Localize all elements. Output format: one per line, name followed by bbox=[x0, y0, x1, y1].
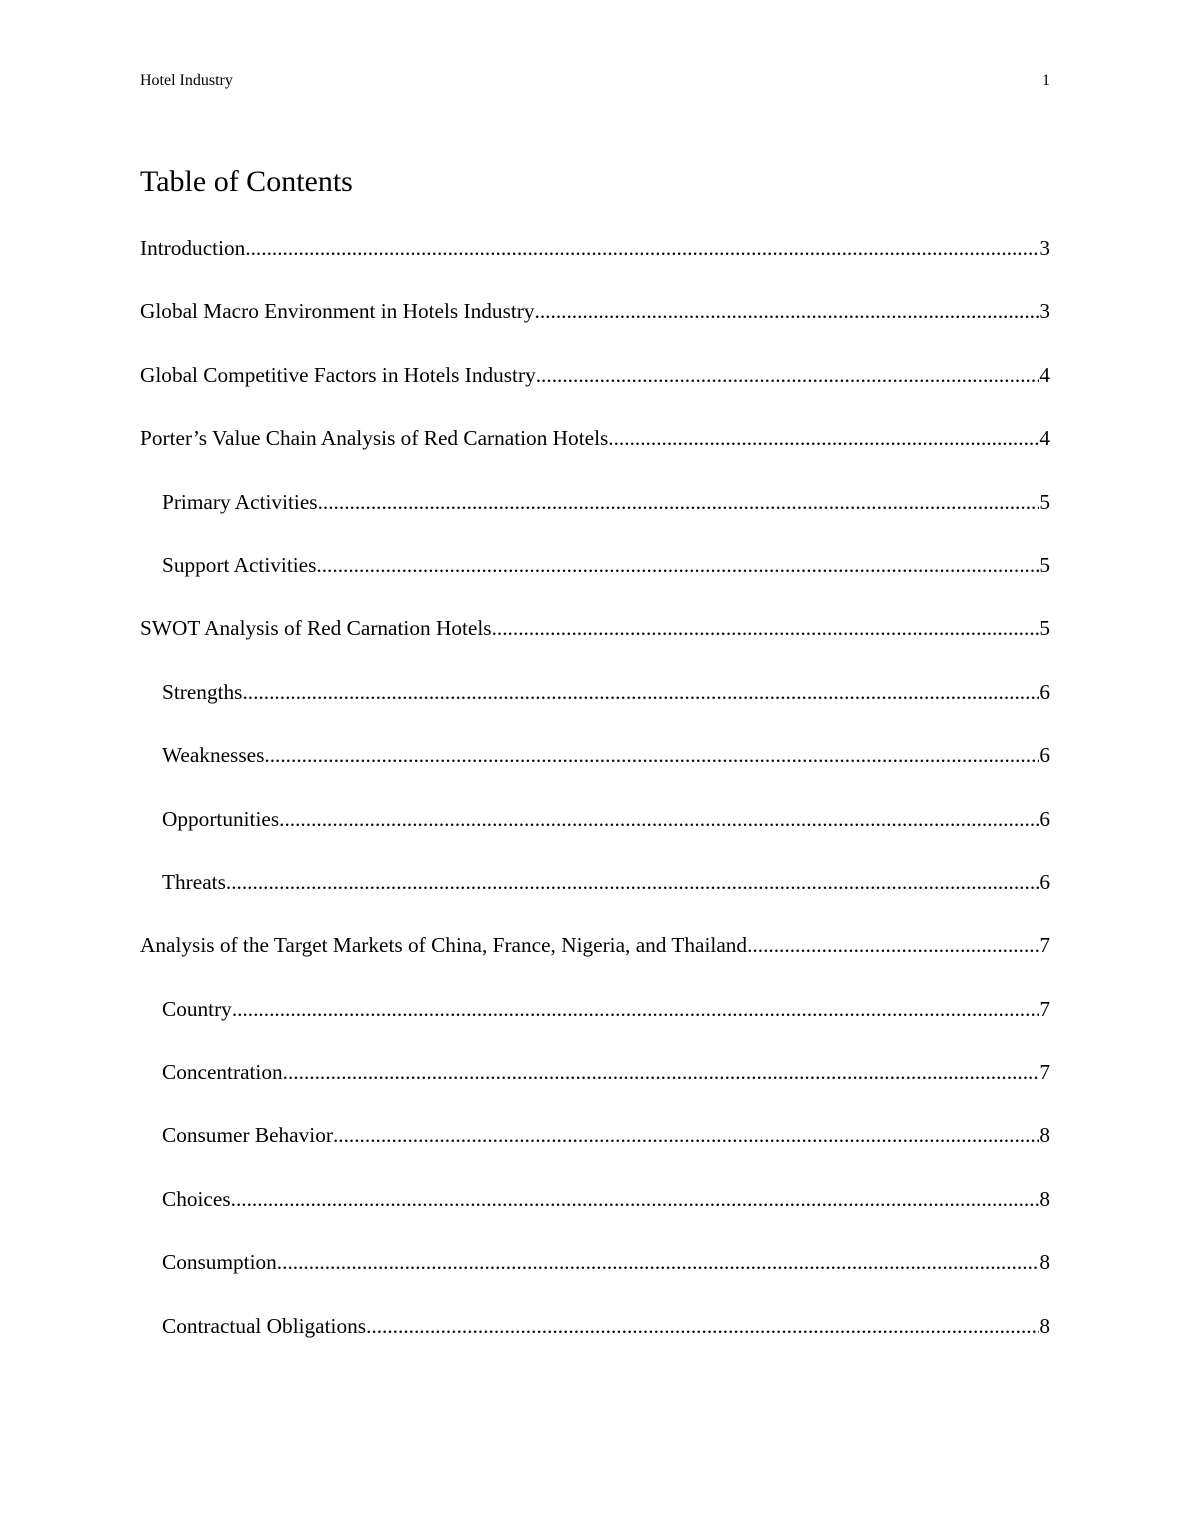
toc-entry-opportunities[interactable] bbox=[140, 803, 1050, 866]
toc-entry-porters-value-chain[interactable] bbox=[140, 422, 1050, 485]
toc-entry-consumer-behavior[interactable] bbox=[140, 1119, 1050, 1182]
toc-entry-label: SWOT Analysis of Red Carnation Hotels bbox=[140, 616, 492, 641]
toc-entry-global-macro-environment[interactable] bbox=[140, 295, 1050, 358]
toc-entry-consumption[interactable] bbox=[140, 1246, 1050, 1309]
dot-leader bbox=[333, 1119, 1039, 1151]
dot-leader bbox=[232, 993, 1040, 1025]
dot-leader bbox=[608, 422, 1039, 454]
dot-leader bbox=[535, 295, 1040, 327]
toc-entry-page: 8 bbox=[1039, 1123, 1050, 1148]
toc-entry-label: Introduction bbox=[140, 236, 246, 260]
toc-entry-global-competitive-factors[interactable] bbox=[140, 359, 1050, 422]
toc-entry-label: Consumer Behavior bbox=[162, 1123, 333, 1148]
dot-leader bbox=[245, 232, 1039, 264]
toc-entry-label: Porter’s Value Chain Analysis of Red Carnation Hotels bbox=[140, 426, 609, 451]
toc-entry-page: 6 bbox=[1039, 806, 1050, 831]
dot-leader bbox=[242, 676, 1039, 708]
dot-leader bbox=[366, 1310, 1039, 1342]
toc-entry-introduction[interactable] bbox=[140, 232, 1050, 295]
toc-entry-page: 6 bbox=[1039, 743, 1050, 768]
toc-entry-page: 8 bbox=[1039, 1313, 1050, 1338]
toc-entry-page: 6 bbox=[1039, 679, 1050, 704]
toc-heading: Table of Contents bbox=[140, 165, 353, 198]
dot-leader bbox=[283, 1056, 1040, 1088]
toc-entry-weaknesses[interactable] bbox=[140, 739, 1050, 802]
toc-entry-page: 4 bbox=[1039, 362, 1050, 387]
dot-leader bbox=[226, 866, 1039, 898]
toc-entry-label: Strengths bbox=[162, 679, 243, 704]
dot-leader bbox=[318, 486, 1040, 518]
toc-entry-primary-activities[interactable] bbox=[140, 486, 1050, 549]
toc-entry-label: Choices bbox=[162, 1186, 231, 1211]
toc-entry-page: 8 bbox=[1039, 1186, 1050, 1211]
toc-entry-label: Weaknesses bbox=[162, 743, 265, 768]
toc-entry-threats[interactable] bbox=[140, 866, 1050, 929]
dot-leader bbox=[492, 612, 1040, 644]
toc-entry-label: Consumption bbox=[162, 1250, 277, 1275]
toc-entry-contractual-obligations[interactable] bbox=[140, 1310, 1050, 1373]
toc-entry-label: Contractual Obligations bbox=[162, 1313, 367, 1338]
toc-entry-country[interactable] bbox=[140, 993, 1050, 1056]
toc-entry-label: Global Competitive Factors in Hotels Industry bbox=[140, 362, 536, 387]
toc-entry-label: Analysis of the Target Markets of China, France, Nigeria, and Thailand bbox=[140, 933, 748, 958]
toc-entry-swot-analysis[interactable] bbox=[140, 612, 1050, 675]
toc-entry-page: 3 bbox=[1039, 299, 1050, 324]
dot-leader bbox=[536, 359, 1040, 391]
toc-entry-label: Threats bbox=[162, 869, 226, 894]
toc-entry-page: 7 bbox=[1039, 1060, 1050, 1085]
toc-entry-label: Support Activities bbox=[162, 552, 317, 577]
dot-leader bbox=[747, 929, 1039, 961]
toc-entry-label: Country bbox=[162, 996, 232, 1021]
toc-entry-strengths[interactable] bbox=[140, 676, 1050, 739]
toc-list bbox=[140, 232, 1050, 1373]
running-head-title: Hotel Industry bbox=[140, 72, 233, 89]
toc-entry-page: 5 bbox=[1039, 552, 1050, 577]
toc-entry-page: 8 bbox=[1039, 1250, 1050, 1275]
toc-entry-page: 5 bbox=[1039, 489, 1050, 514]
dot-leader bbox=[264, 739, 1039, 771]
toc-entry-page: 3 bbox=[1039, 236, 1050, 260]
toc-entry-page: 4 bbox=[1039, 426, 1050, 451]
running-header bbox=[140, 70, 1050, 92]
toc-entry-label: Primary Activities bbox=[162, 489, 318, 514]
toc-entry-page: 7 bbox=[1039, 996, 1050, 1021]
toc-entry-page: 5 bbox=[1039, 616, 1050, 641]
dot-leader bbox=[279, 803, 1039, 835]
toc-entry-page: 6 bbox=[1039, 869, 1050, 894]
toc-entry-concentration[interactable] bbox=[140, 1056, 1050, 1119]
page-number: 1 bbox=[1042, 72, 1050, 89]
toc-entry-label: Global Macro Environment in Hotels Industry bbox=[140, 299, 535, 324]
dot-leader bbox=[316, 549, 1039, 581]
toc-entry-page: 7 bbox=[1039, 933, 1050, 958]
toc-entry-target-markets[interactable] bbox=[140, 929, 1050, 992]
toc-entry-choices[interactable] bbox=[140, 1183, 1050, 1246]
dot-leader bbox=[277, 1246, 1040, 1278]
dot-leader bbox=[231, 1183, 1040, 1215]
toc-entry-label: Opportunities bbox=[162, 806, 280, 831]
toc-entry-label: Concentration bbox=[162, 1060, 283, 1085]
toc-entry-support-activities[interactable] bbox=[140, 549, 1050, 612]
